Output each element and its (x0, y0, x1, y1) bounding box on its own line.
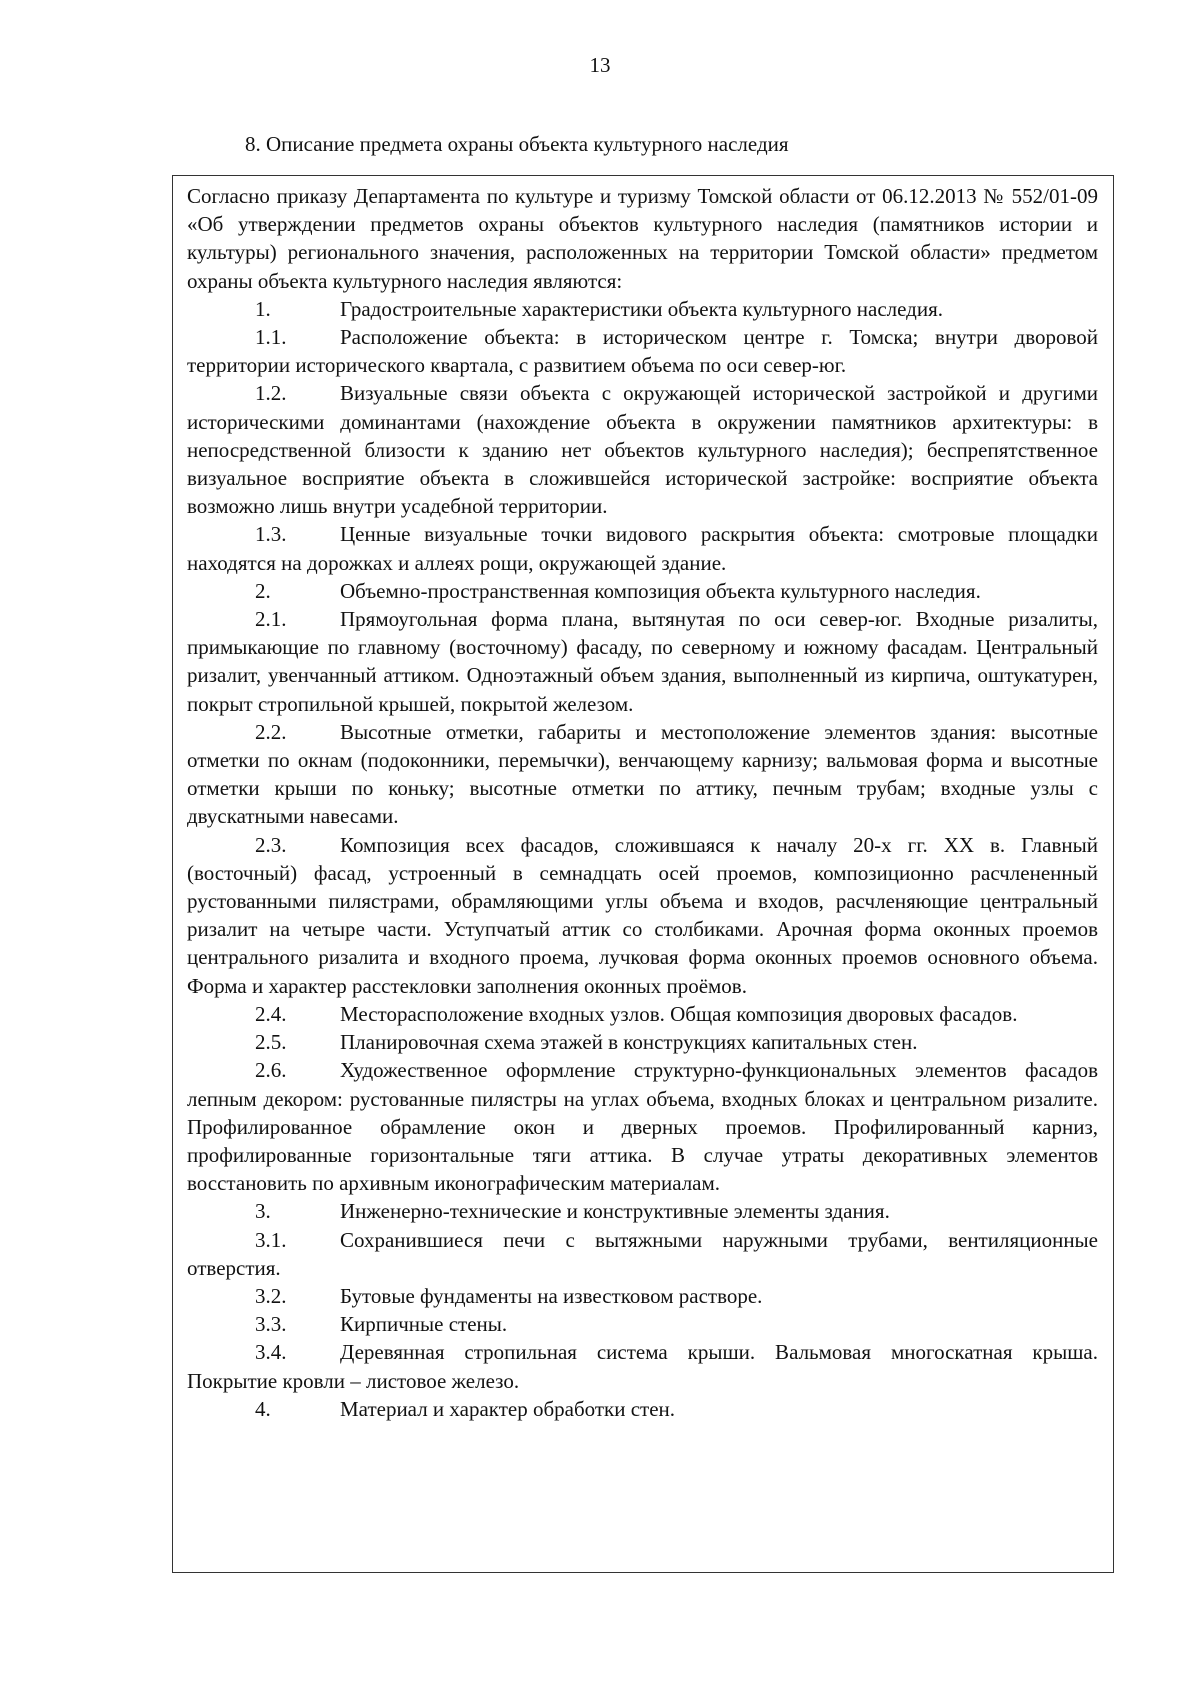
list-item (187, 520, 1098, 576)
item-text: Сохранившиеся печи с вытяжными наружными трубами, вентиляционные отверстия. (187, 1227, 1098, 1280)
item-text: Градостроительные характеристики объекта культурного наследия. (340, 296, 943, 321)
item-number: 1.3. (255, 522, 287, 547)
item-number: 2.1. (255, 607, 287, 632)
item-number: 4. (255, 1396, 271, 1421)
item-text: Объемно-пространственная композиция объекта культурного наследия. (340, 578, 981, 603)
list-item (187, 323, 1098, 379)
list-item (187, 1028, 1098, 1056)
list-item (187, 1056, 1098, 1197)
list-item (187, 1310, 1098, 1338)
item-text: Визуальные связи объекта с окружающей исторической застройкой и другими историческими доминантами (нахождение объекта в окружении памятников архитектуры: в непосредственной близости к зданию нет объектов культурного наследия); беспрепятственное визуальное восприятие объекта в сложившейся исторической застройке: восприятие объекта возможно лишь внутри усадебной территории. (187, 381, 1098, 519)
item-text: Месторасположение входных узлов. Общая композиция дворовых фасадов. (340, 1001, 1018, 1026)
list-item (187, 1338, 1098, 1394)
item-number: 3.3. (255, 1312, 287, 1337)
item-number: 1.1. (255, 325, 287, 350)
item-number: 3.4. (255, 1340, 287, 1365)
item-text: Материал и характер обработки стен. (340, 1396, 676, 1421)
item-text: Высотные отметки, габариты и местоположение элементов здания: высотные отметки по окнам (подоконники, перемычки), венчающему карнизу; вальмовая форма и высотные отметки крыши по коньку; высотные отметки по аттику, печным трубам; входные узлы с двускатными навесами. (187, 719, 1098, 829)
item-number: 2. (255, 578, 271, 603)
item-number: 1. (255, 296, 271, 321)
list-item (187, 379, 1098, 520)
item-text: Художественное оформление структурно-функциональных элементов фасадов лепным декором: рустованные пилястры на углах объема, входных блоках и центральном ризалите. Профилированное обрамление окон и дверных проемов. Профилированный карниз, профилированные горизонтальные тяги аттика. В случае утраты декоративных элементов восстановить по архивным иконографическим материалам. (187, 1058, 1098, 1196)
list-item (187, 1197, 1098, 1225)
list-item (187, 605, 1098, 718)
item-text: Композиция всех фасадов, сложившаяся к началу 20-х гг. XX в. Главный (восточный) фасад, устроенный в семнадцать осей проемов, композиционно расчлененный рустованными пилястрами, обрамляющими углы объема и входов, расчленяющие центральный ризалит на четыре части. Уступчатый аттик со столбиками. Арочная форма оконных проемов центрального ризалита и входного проема, лучковая форма оконных проемов основного объема. Форма и характер расстекловки заполнения оконных проёмов. (187, 832, 1098, 998)
item-number: 2.6. (255, 1058, 287, 1083)
item-text: Инженерно-технические и конструктивные элементы здания. (340, 1199, 890, 1224)
item-text: Бутовые фундаменты на известковом растворе. (340, 1283, 763, 1308)
item-number: 2.4. (255, 1001, 287, 1026)
section-heading: 8. Описание предмета охраны объекта культурного наследия (245, 132, 789, 156)
list-item (187, 1000, 1098, 1028)
item-text: Прямоугольная форма плана, вытянутая по оси север-юг. Входные ризалиты, примыкающие по главному (восточному) фасаду, по северному и южному фасадам. Центральный ризалит, увенчанный аттиком. Одноэтажный объем здания, выполненный из кирпича, оштукатурен, покрыт стропильной крышей, покрытой железом. (187, 607, 1098, 716)
item-text: Ценные визуальные точки видового раскрытия объекта: смотровые площадки находятся на дорожках и аллеях рощи, окружающей здание. (187, 522, 1098, 575)
item-number: 3.2. (255, 1283, 287, 1308)
item-number: 3.1. (255, 1227, 287, 1252)
list-item (187, 577, 1098, 605)
list-item (187, 718, 1098, 831)
item-number: 2.3. (255, 832, 287, 857)
item-text: Расположение объекта: в историческом центре г. Томска; внутри дворовой территории исторического квартала, с развитием объема по оси север-юг. (187, 325, 1098, 378)
item-number: 1.2. (255, 381, 287, 406)
item-number: 3. (255, 1199, 271, 1224)
intro-paragraph: Согласно приказу Департамента по культуре и туризму Томской области от 06.12.2013 № 552/01-09 «Об утверждении предметов охраны объектов культурного наследия (памятников истории и культуры) регионального значения, расположенных на территории Томской области» предметом охраны объекта культурного наследия являются: (187, 184, 1098, 293)
page-number: 13 (589, 53, 611, 77)
list-item (187, 295, 1098, 323)
item-text: Деревянная стропильная система крыши. Вальмовая многоскатная крыша. Покрытие кровли – листовое железо. (187, 1340, 1098, 1393)
item-text: Кирпичные стены. (340, 1312, 508, 1337)
list-item (187, 1226, 1098, 1282)
list-item (187, 831, 1098, 1000)
item-text: Планировочная схема этажей в конструкциях капитальных стен. (340, 1030, 918, 1055)
list-item (187, 1282, 1098, 1310)
item-number: 2.5. (255, 1030, 287, 1055)
list-item (187, 1395, 1098, 1423)
item-number: 2.2. (255, 719, 287, 744)
content-box (172, 175, 1114, 1573)
